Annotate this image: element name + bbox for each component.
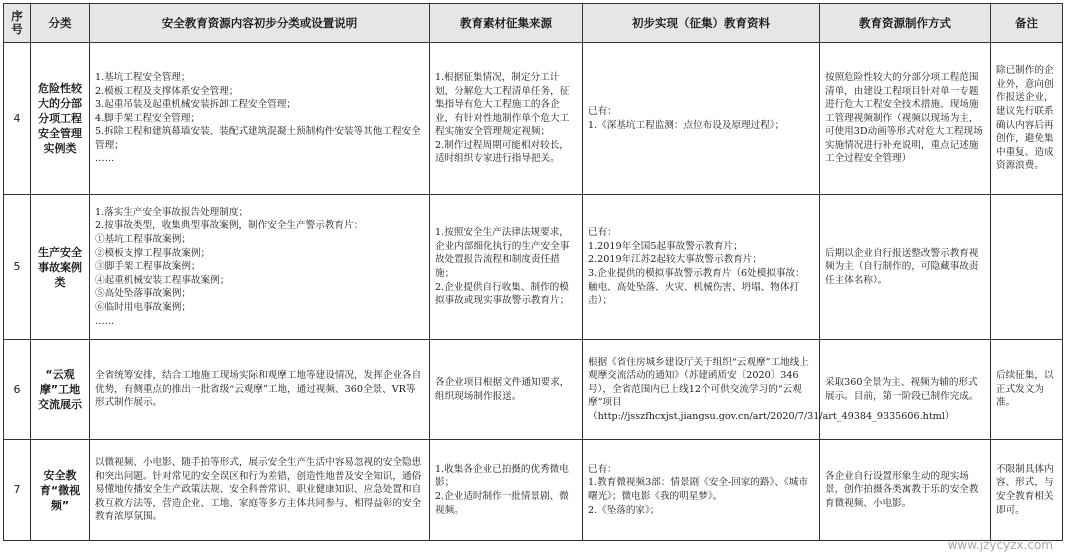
table-row	[4, 440, 1063, 541]
watermark: www.jzycyzx.com	[947, 538, 1053, 552]
materials-line: 1.教育微视频3部：情景剧《安全-回家的路》、《城市曙光》；微电影《我的明星梦》。	[588, 477, 808, 502]
content-line: 2.按事故类型，收集典型事故案例，制作安全生产警示教育片：	[95, 220, 364, 232]
cell-materials	[583, 43, 820, 195]
method-line: 后期以企业自行报送整改警示教育视频为主（自行制作的，可隐藏事故责任主体名称）。	[825, 247, 979, 286]
header-method: 教育资源制作方式	[820, 4, 991, 43]
method-line: 按照危险性较大的分部分项工程范围清单，由建设工程项目针对单一专题进行危大工程安全技术措施、现场施工管理视频制作（视频以现场为主，可使用3D动画等形式对危大工程现场实施情况进行补充说明，重点记述施工全过程安全管理）	[825, 71, 983, 165]
header-remarks: 备注	[991, 4, 1063, 43]
content-line: 3.起重吊装及起重机械安装拆卸工程安全管理；	[95, 99, 297, 111]
row-number: 6	[4, 340, 31, 440]
row-category: “云观摩”工地交流展示	[31, 340, 90, 440]
cell-remarks	[991, 195, 1063, 340]
cell-method	[820, 340, 991, 440]
materials-line: 1.2019年全国5起事故警示教育片；	[588, 240, 743, 252]
content-line: 全省统筹安排，结合工地施工现场实际和观摩工地等建设情况，发挥企业各自优势，有侧重点的推出一批省级“云观摩”工地，通过视频、360全景、VR等形式制作展示。	[95, 370, 422, 409]
content-line: ……	[95, 315, 115, 327]
header-row	[4, 4, 1063, 43]
cell-content	[90, 43, 430, 195]
method-line: 各企业自行设置形象生动的现实场景，创作拍摄各类寓教于乐的安全教育微视频、小电影。	[825, 470, 979, 509]
cell-materials	[583, 195, 820, 340]
content-line: 1.落实生产安全事故报告处理制度；	[95, 206, 249, 218]
content-line: ……	[95, 153, 115, 165]
cell-source	[430, 195, 583, 340]
content-line: ⑤高处坠落事故案例；	[95, 288, 191, 300]
row-number: 5	[4, 195, 31, 340]
cell-method	[820, 43, 991, 195]
source-line: 1.按照安全生产法律法规要求，企业内部细化执行的生产安全事故处置报告流程和制度责任措施；	[435, 227, 570, 279]
materials-line: 已有：	[588, 105, 617, 117]
remarks-line: 不限制具体内容、形式，与安全教育相关即可。	[996, 463, 1054, 516]
source-line: 1.根据征集情况，制定分工计划，分解危大工程清单任务，征集指导有危大工程施工的各企业，有针对性地制作单个危大工程实施安全管理规定视频；	[435, 71, 570, 138]
source-line: 2.企业适时制作一批情景剧、微视频。	[435, 491, 569, 516]
table-row	[4, 340, 1063, 440]
row-number: 4	[4, 43, 31, 195]
materials-line: 2.《坠落的家》；	[588, 504, 660, 516]
remarks-line: 后续征集，以正式发文为准。	[996, 370, 1054, 409]
materials-line: 2.2019年江苏2起较大事故警示教育片；	[588, 254, 762, 266]
content-line: 1.基坑工程安全管理；	[95, 71, 191, 83]
materials-line: 已有：	[588, 463, 617, 475]
content-line: ②模板支撑工程事故案例；	[95, 247, 211, 259]
method-line: 采取360全景为主、视频为辅的形式展示。目前，第一阶段已制作完成。	[825, 376, 979, 402]
materials-line: 已有：	[588, 227, 617, 239]
row-category: 安全教育“微视频”	[31, 440, 90, 541]
header-seq: 序号	[4, 4, 31, 43]
row-number: 7	[4, 440, 31, 541]
cell-source	[430, 340, 583, 440]
cell-content	[90, 440, 430, 541]
row-category: 危险性较大的分部分项工程安全管理实例类	[31, 43, 90, 195]
cell-source	[430, 440, 583, 541]
materials-line: 3.企业提供的模拟事故警示教育片（6处模拟事故：触电、高处坠落、火灾、机械伤害、坍塌、物体打击）；	[588, 268, 805, 307]
content-line: ①基坑工程事故案例；	[95, 234, 191, 246]
content-line: 2.模板工程及支撑体系安全管理；	[95, 85, 239, 97]
source-line: 2.企业提供自行收集、制作的模拟事故或现实事故警示教育片；	[435, 281, 570, 307]
content-line: 5.拆除工程和建筑幕墙安装、装配式建筑混凝土预制构件安装等其他工程安全管理；	[95, 126, 421, 151]
header-category: 分类	[31, 4, 90, 43]
cell-method	[820, 195, 991, 340]
materials-line: 1.《深基坑工程监测：点位布设及原理过程》；	[588, 119, 785, 131]
cell-materials	[583, 440, 820, 541]
education-resources-table	[3, 3, 1063, 541]
cell-remarks	[991, 340, 1063, 440]
content-line: ⑥临时用电事故案例；	[95, 301, 191, 313]
materials-line: （http://jsszfhcxjst.jiangsu.gov.cn/art/2020/7/31/art_49384_9335606.html）	[588, 410, 955, 422]
cell-remarks	[991, 440, 1063, 541]
remarks-line: 除已制作的企业外，意向创作报送企业，建议先行联系确认内容后再创作，避免集中重复、造成资源浪费。	[996, 65, 1054, 172]
row-category: 生产安全事故案例类	[31, 195, 90, 340]
header-content: 安全教育资源内容初步分类或设置说明	[90, 4, 430, 43]
header-source: 教育素材征集来源	[430, 4, 583, 43]
header-materials: 初步实现（征集）教育资料	[583, 4, 820, 43]
content-line: ③脚手架工程事故案例；	[95, 261, 201, 273]
materials-line: 根据《省住房城乡建设厅关于组织“云观摩”工地线上观摩交流活动的通知》（苏建函质安〔2020〕346号），全省范围内已上线12个可供交流学习的“云观摩”项目	[588, 356, 809, 409]
source-line: 各企业项目根据文件通知要求，组织现场制作报送。	[435, 376, 570, 402]
source-line: 1.收集各企业已拍摄的优秀微电影；	[435, 463, 569, 489]
cell-content	[90, 340, 430, 440]
content-line: 以微视频、小电影、随手拍等形式，展示安全生产生活中容易忽视的安全隐患和突出问题。针对常见的安全误区和行为差错，创造性地普及安全知识，通俗易懂地传播安全生产政策法规、安全科普常识、职业健康知识、应急处置和自救互救方法等，营造企业、工地、家庭等多方主体共同参与、相得益彰的安全教育浓厚氛围。	[95, 457, 422, 523]
content-line: 4.脚手架工程安全管理；	[95, 112, 201, 124]
cell-remarks	[991, 43, 1063, 195]
cell-method	[820, 440, 991, 541]
source-line: 2.制作过程周期可能相对较长，适时组织专家进行指导把关。	[435, 139, 569, 165]
cell-content	[90, 195, 430, 340]
table-row	[4, 195, 1063, 340]
content-line: ④起重机械安装工程事故案例；	[95, 274, 230, 286]
table-row	[4, 43, 1063, 195]
cell-source	[430, 43, 583, 195]
